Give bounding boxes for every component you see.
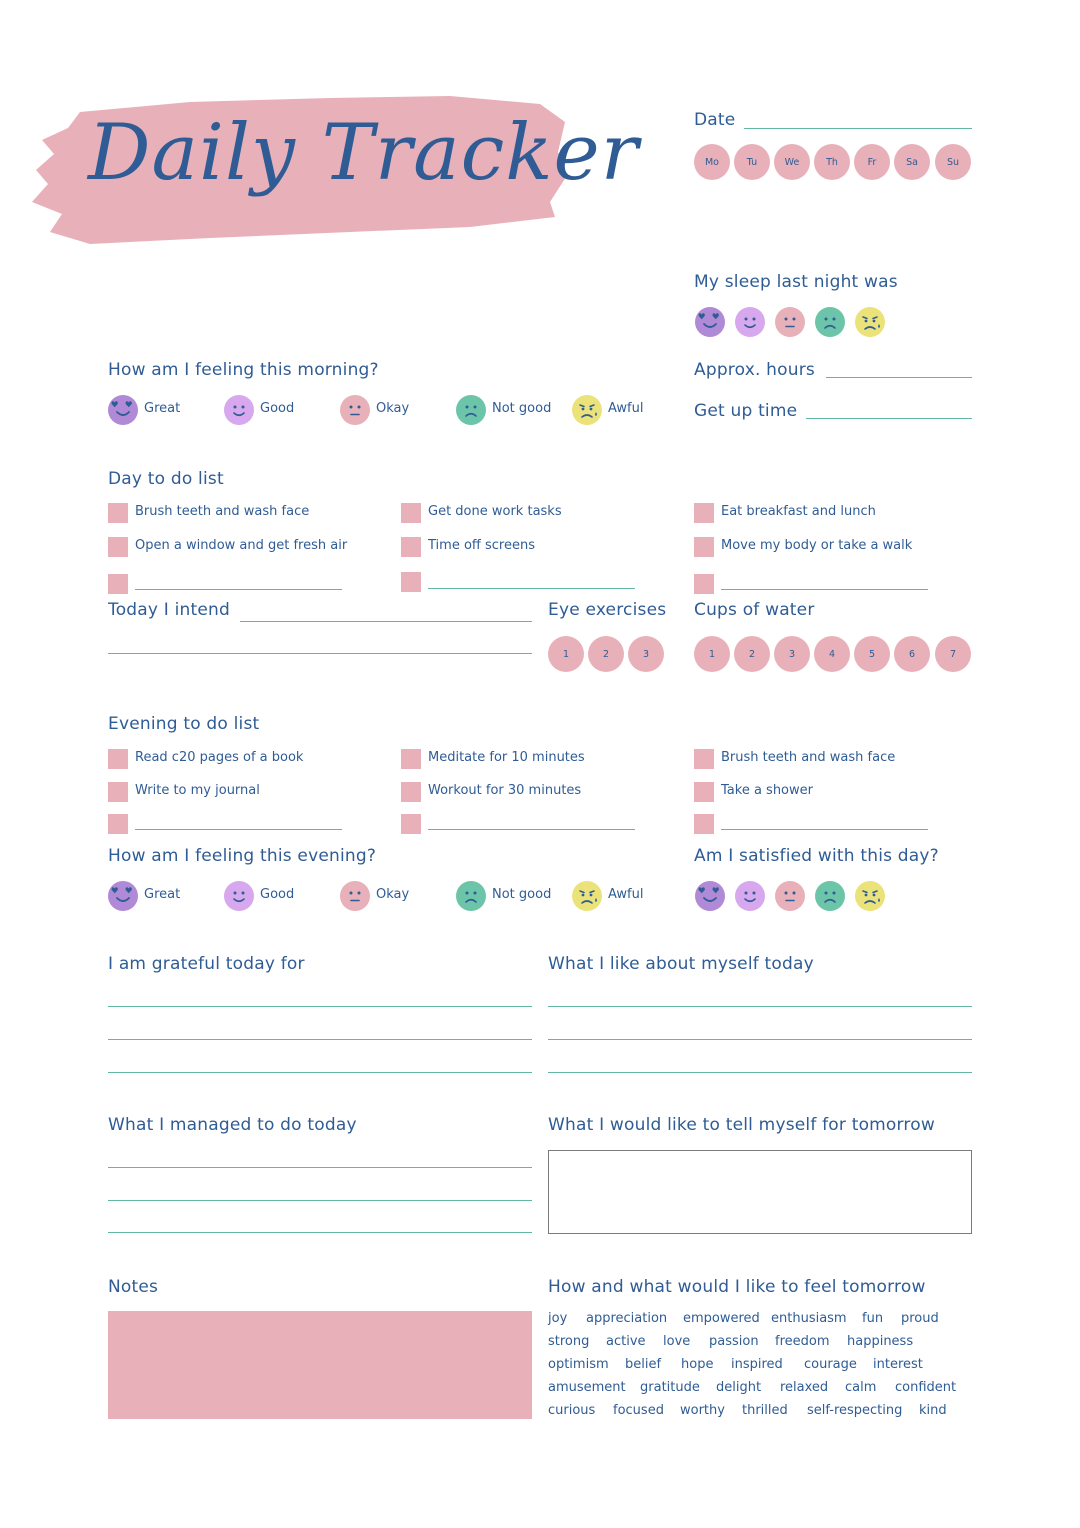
- intend-label: Today I intend: [108, 600, 230, 620]
- water-cup-5[interactable]: 5: [854, 636, 890, 672]
- day-sa[interactable]: Sa: [894, 144, 930, 180]
- day-todo-checkbox[interactable]: [401, 537, 421, 557]
- notes-box[interactable]: [108, 1311, 532, 1419]
- like-myself-line[interactable]: [548, 1072, 972, 1073]
- eye-exercise-3[interactable]: 3: [628, 636, 664, 672]
- water-cup-7[interactable]: 7: [935, 636, 971, 672]
- feeling-word[interactable]: self-respecting: [807, 1403, 903, 1418]
- feeling-word[interactable]: hope: [681, 1357, 714, 1372]
- day-todo-item: Move my body or take a walk: [721, 538, 913, 553]
- intend-input-line[interactable]: [240, 621, 532, 622]
- sleep-good-icon[interactable]: [735, 307, 765, 337]
- evening-okay-icon[interactable]: [340, 881, 370, 911]
- day-todo-checkbox[interactable]: [694, 503, 714, 523]
- title-banner: [30, 92, 640, 252]
- water-cup-2[interactable]: 2: [734, 636, 770, 672]
- evening-great-icon[interactable]: [108, 881, 138, 911]
- managed-line[interactable]: [108, 1200, 532, 1201]
- feeling-word[interactable]: love: [663, 1334, 691, 1349]
- feeling-word[interactable]: inspired: [731, 1357, 783, 1372]
- day-todo-checkbox[interactable]: [108, 574, 128, 594]
- feeling-word[interactable]: joy: [548, 1311, 568, 1326]
- morning-awful-icon[interactable]: [572, 395, 602, 425]
- day-todo-checkbox[interactable]: [401, 503, 421, 523]
- day-fr[interactable]: Fr: [854, 144, 890, 180]
- evening-good-label: Good: [260, 887, 295, 902]
- feeling-word[interactable]: happiness: [847, 1334, 914, 1349]
- water-label: Cups of water: [694, 600, 815, 620]
- day-todo-checkbox[interactable]: [108, 537, 128, 557]
- day-we[interactable]: We: [774, 144, 810, 180]
- hours-input-line[interactable]: [826, 377, 972, 378]
- feeling-word[interactable]: proud: [901, 1311, 939, 1326]
- like-myself-label: What I like about myself today: [548, 954, 814, 974]
- day-todo-item: Open a window and get fresh air: [135, 538, 348, 553]
- grateful-label: I am grateful today for: [108, 954, 305, 974]
- feeling-word[interactable]: curious: [548, 1403, 596, 1418]
- evening-todo-checkbox[interactable]: [108, 749, 128, 769]
- sleep-awful-icon[interactable]: [855, 307, 885, 337]
- evening-todo-item: Workout for 30 minutes: [428, 783, 582, 798]
- date-label: Date: [694, 110, 736, 130]
- morning-good-label: Good: [260, 401, 295, 416]
- evening-todo-item: Write to my journal: [135, 783, 260, 798]
- feeling-word[interactable]: kind: [919, 1403, 947, 1418]
- page-title: Daily Tracker: [88, 108, 640, 198]
- feeling-word[interactable]: freedom: [775, 1334, 830, 1349]
- day-mo[interactable]: Mo: [694, 144, 730, 180]
- evening-notgood-label: Not good: [492, 887, 552, 902]
- evening-todo-item: Read c20 pages of a book: [135, 750, 304, 765]
- satisfied-good-icon[interactable]: [735, 881, 765, 911]
- day-todo-blank-line[interactable]: [135, 589, 342, 590]
- feeling-word[interactable]: courage: [804, 1357, 857, 1372]
- evening-todo-blank-line[interactable]: [428, 829, 635, 830]
- eye-exercise-1[interactable]: 1: [548, 636, 584, 672]
- feeling-word[interactable]: optimism: [548, 1357, 609, 1372]
- evening-good-icon[interactable]: [224, 881, 254, 911]
- eye-exercises-label: Eye exercises: [548, 600, 667, 620]
- day-todo-item: Brush teeth and wash face: [135, 504, 310, 519]
- feeling-word[interactable]: empowered: [683, 1311, 760, 1326]
- morning-feeling-label: How am I feeling this morning?: [108, 360, 379, 380]
- water-cup-1[interactable]: 1: [694, 636, 730, 672]
- evening-great-label: Great: [144, 887, 181, 902]
- date-input-line[interactable]: [744, 128, 972, 129]
- getup-label: Get up time: [694, 401, 798, 421]
- evening-feeling-label: How am I feeling this evening?: [108, 846, 377, 866]
- evening-todo-checkbox[interactable]: [694, 814, 714, 834]
- sleep-okay-icon[interactable]: [775, 307, 805, 337]
- grateful-line[interactable]: [108, 1072, 532, 1073]
- satisfied-okay-icon[interactable]: [775, 881, 805, 911]
- grateful-line[interactable]: [108, 1039, 532, 1040]
- getup-input-line[interactable]: [806, 418, 972, 419]
- day-su[interactable]: Su: [935, 144, 971, 180]
- managed-line[interactable]: [108, 1167, 532, 1168]
- evening-todo-item: Take a shower: [721, 783, 813, 798]
- feeling-word[interactable]: calm: [845, 1380, 877, 1395]
- evening-todo-checkbox[interactable]: [108, 814, 128, 834]
- evening-awful-label: Awful: [608, 887, 644, 902]
- day-todo-label: Day to do list: [108, 469, 224, 489]
- feeling-word[interactable]: belief: [625, 1357, 662, 1372]
- intend-input-line-2[interactable]: [108, 653, 532, 654]
- morning-good-icon[interactable]: [224, 395, 254, 425]
- feeling-word[interactable]: focused: [613, 1403, 664, 1418]
- evening-todo-blank-line[interactable]: [135, 829, 342, 830]
- feeling-word[interactable]: appreciation: [586, 1311, 668, 1326]
- evening-notgood-icon[interactable]: [456, 881, 486, 911]
- evening-todo-checkbox[interactable]: [401, 749, 421, 769]
- evening-okay-label: Okay: [376, 887, 410, 902]
- sleep-great-icon[interactable]: [695, 307, 725, 337]
- evening-awful-icon[interactable]: [572, 881, 602, 911]
- morning-great-icon[interactable]: [108, 395, 138, 425]
- morning-okay-label: Okay: [376, 401, 410, 416]
- day-todo-checkbox[interactable]: [401, 572, 421, 592]
- feeling-word[interactable]: strong: [548, 1334, 590, 1349]
- day-tu[interactable]: Tu: [734, 144, 770, 180]
- feeling-word[interactable]: enthusiasm: [771, 1311, 847, 1326]
- feeling-word[interactable]: passion: [709, 1334, 759, 1349]
- day-todo-item: Time off screens: [428, 538, 535, 553]
- satisfied-label: Am I satisfied with this day?: [694, 846, 939, 866]
- evening-todo-checkbox[interactable]: [108, 782, 128, 802]
- feel-tomorrow-label: How and what would I like to feel tomorrow: [548, 1277, 926, 1297]
- satisfied-awful-icon[interactable]: [855, 881, 885, 911]
- day-todo-item: Get done work tasks: [428, 504, 562, 519]
- feeling-word[interactable]: amusement: [548, 1380, 626, 1395]
- managed-label: What I managed to do today: [108, 1115, 357, 1135]
- morning-notgood-label: Not good: [492, 401, 552, 416]
- evening-todo-blank-line[interactable]: [721, 829, 928, 830]
- eye-exercise-2[interactable]: 2: [588, 636, 624, 672]
- day-todo-checkbox[interactable]: [108, 503, 128, 523]
- satisfied-notgood-icon[interactable]: [815, 881, 845, 911]
- feeling-word[interactable]: active: [606, 1334, 646, 1349]
- feeling-word[interactable]: thrilled: [742, 1403, 788, 1418]
- morning-great-label: Great: [144, 401, 181, 416]
- satisfied-great-icon[interactable]: [695, 881, 725, 911]
- feeling-word[interactable]: worthy: [680, 1403, 725, 1418]
- evening-todo-checkbox[interactable]: [694, 749, 714, 769]
- day-th[interactable]: Th: [814, 144, 850, 180]
- hours-label: Approx. hours: [694, 360, 815, 380]
- grateful-line[interactable]: [108, 1006, 532, 1007]
- feeling-word[interactable]: confident: [895, 1380, 957, 1395]
- water-cup-6[interactable]: 6: [894, 636, 930, 672]
- water-cup-3[interactable]: 3: [774, 636, 810, 672]
- water-cup-4[interactable]: 4: [814, 636, 850, 672]
- evening-todo-item: Meditate for 10 minutes: [428, 750, 585, 765]
- like-myself-line[interactable]: [548, 1006, 972, 1007]
- morning-notgood-icon[interactable]: [456, 395, 486, 425]
- day-todo-checkbox[interactable]: [694, 574, 714, 594]
- morning-okay-icon[interactable]: [340, 395, 370, 425]
- day-todo-blank-line[interactable]: [428, 588, 635, 589]
- feeling-word[interactable]: gratitude: [640, 1380, 700, 1395]
- tell-tomorrow-box[interactable]: [548, 1150, 972, 1234]
- feeling-word[interactable]: interest: [873, 1357, 923, 1372]
- sleep-notgood-icon[interactable]: [815, 307, 845, 337]
- like-myself-line[interactable]: [548, 1039, 972, 1040]
- evening-todo-checkbox[interactable]: [401, 782, 421, 802]
- evening-todo-label: Evening to do list: [108, 714, 260, 734]
- evening-todo-item: Brush teeth and wash face: [721, 750, 896, 765]
- feeling-word[interactable]: fun: [862, 1311, 884, 1326]
- managed-line[interactable]: [108, 1232, 532, 1233]
- feeling-word[interactable]: relaxed: [780, 1380, 829, 1395]
- notes-label: Notes: [108, 1277, 159, 1297]
- tell-tomorrow-label: What I would like to tell myself for tomorrow: [548, 1115, 935, 1135]
- feeling-word[interactable]: delight: [716, 1380, 762, 1395]
- morning-awful-label: Awful: [608, 401, 644, 416]
- day-todo-blank-line[interactable]: [721, 589, 928, 590]
- day-todo-checkbox[interactable]: [694, 537, 714, 557]
- sleep-label: My sleep last night was: [694, 272, 898, 292]
- evening-todo-checkbox[interactable]: [401, 814, 421, 834]
- day-todo-item: Eat breakfast and lunch: [721, 504, 876, 519]
- evening-todo-checkbox[interactable]: [694, 782, 714, 802]
